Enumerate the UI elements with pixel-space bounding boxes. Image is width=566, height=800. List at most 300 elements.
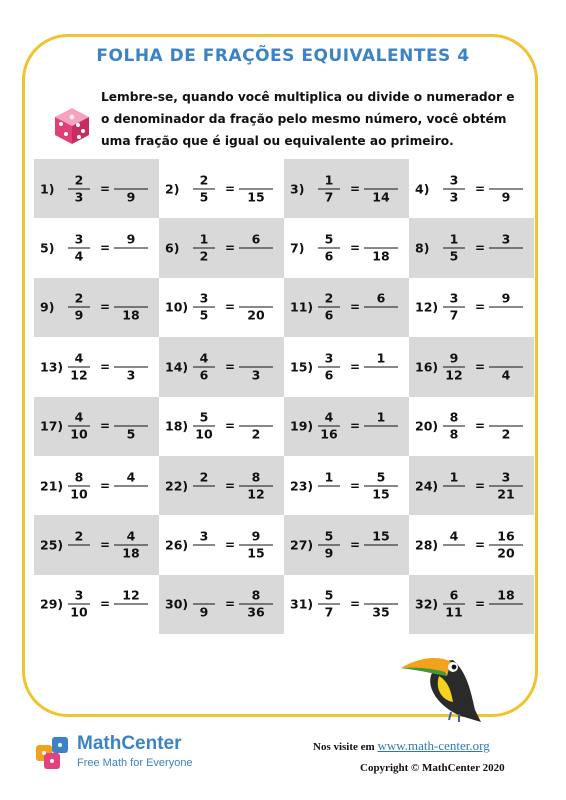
problem-number: 20) bbox=[415, 418, 439, 434]
right-denominator: 20 bbox=[489, 544, 523, 561]
problem-cell bbox=[284, 397, 409, 456]
equals-sign: = bbox=[225, 597, 236, 612]
right-denominator: 18 bbox=[114, 307, 148, 324]
left-denominator: 3 bbox=[68, 188, 90, 205]
right-fraction bbox=[489, 528, 523, 561]
right-numerator: 9 bbox=[501, 290, 511, 306]
right-numerator: 6 bbox=[251, 231, 261, 247]
problem-cell bbox=[159, 337, 284, 396]
right-fraction bbox=[239, 410, 273, 443]
right-fraction bbox=[489, 232, 523, 265]
right-numerator: 3 bbox=[501, 231, 511, 247]
left-numerator: 1 bbox=[449, 469, 459, 485]
left-numerator: 8 bbox=[449, 409, 459, 425]
problem-number: 4) bbox=[415, 181, 430, 197]
problem-cell bbox=[409, 278, 534, 337]
problem-number: 22) bbox=[165, 478, 189, 494]
problem-number: 24) bbox=[415, 478, 439, 494]
problem-number: 29) bbox=[40, 596, 64, 612]
problem-cell bbox=[284, 159, 409, 218]
left-denominator: 7 bbox=[443, 307, 465, 324]
problem-number: 15) bbox=[290, 359, 314, 375]
problem-cell bbox=[159, 397, 284, 456]
right-denominator bbox=[489, 307, 523, 324]
left-denominator: 5 bbox=[443, 248, 465, 265]
right-numerator: 9 bbox=[126, 231, 136, 247]
right-numerator: 4 bbox=[126, 469, 136, 485]
equals-sign: = bbox=[350, 300, 361, 315]
left-numerator: 2 bbox=[199, 469, 209, 485]
right-fraction bbox=[114, 410, 148, 443]
right-fraction bbox=[364, 350, 398, 383]
equals-sign: = bbox=[225, 419, 236, 434]
problem-number: 12) bbox=[415, 299, 439, 315]
problem-cell bbox=[34, 397, 159, 456]
problem-cell bbox=[284, 456, 409, 515]
right-numerator: 4 bbox=[126, 528, 136, 544]
right-fraction bbox=[489, 469, 523, 502]
equals-sign: = bbox=[475, 181, 486, 196]
right-numerator bbox=[364, 172, 398, 188]
left-fraction bbox=[443, 232, 465, 265]
toucan-icon bbox=[395, 642, 495, 724]
problem-number: 13) bbox=[40, 359, 64, 375]
problem-cell bbox=[159, 575, 284, 634]
problem-number: 23) bbox=[290, 478, 314, 494]
equals-sign: = bbox=[225, 537, 236, 552]
right-denominator: 3 bbox=[239, 366, 273, 383]
right-fraction bbox=[239, 469, 273, 502]
right-numerator bbox=[114, 291, 148, 307]
problem-number: 19) bbox=[290, 418, 314, 434]
equals-sign: = bbox=[225, 359, 236, 374]
right-fraction bbox=[489, 350, 523, 383]
right-fraction bbox=[364, 410, 398, 443]
visit-label: Nos visite em bbox=[313, 741, 375, 753]
left-fraction bbox=[68, 172, 90, 205]
equals-sign: = bbox=[100, 537, 111, 552]
left-numerator bbox=[193, 588, 215, 604]
problem-cell bbox=[34, 515, 159, 574]
right-numerator: 8 bbox=[251, 469, 261, 485]
left-numerator: 5 bbox=[324, 231, 334, 247]
right-denominator: 20 bbox=[239, 307, 273, 324]
problem-cell bbox=[34, 159, 159, 218]
problem-number: 5) bbox=[40, 240, 55, 256]
right-denominator: 15 bbox=[239, 544, 273, 561]
right-fraction bbox=[489, 588, 523, 621]
left-numerator: 3 bbox=[324, 350, 334, 366]
problem-cell bbox=[409, 456, 534, 515]
left-fraction bbox=[443, 350, 465, 383]
right-numerator bbox=[239, 410, 273, 426]
left-denominator: 6 bbox=[318, 366, 340, 383]
problem-number: 25) bbox=[40, 537, 64, 553]
right-fraction bbox=[114, 172, 148, 205]
visit-line bbox=[313, 738, 490, 754]
equals-sign: = bbox=[350, 241, 361, 256]
right-numerator bbox=[364, 588, 398, 604]
right-fraction bbox=[239, 172, 273, 205]
right-fraction bbox=[239, 350, 273, 383]
left-fraction bbox=[318, 528, 340, 561]
right-denominator bbox=[364, 426, 398, 443]
left-numerator: 2 bbox=[324, 290, 334, 306]
mathcenter-logo-icon bbox=[34, 731, 72, 771]
left-fraction bbox=[318, 232, 340, 265]
left-denominator bbox=[443, 544, 465, 561]
right-denominator: 35 bbox=[364, 604, 398, 621]
problem-cell bbox=[409, 337, 534, 396]
equals-sign: = bbox=[100, 241, 111, 256]
right-denominator: 5 bbox=[114, 426, 148, 443]
left-denominator: 8 bbox=[443, 426, 465, 443]
problem-cell bbox=[409, 575, 534, 634]
equals-sign: = bbox=[350, 597, 361, 612]
right-numerator bbox=[114, 350, 148, 366]
right-fraction bbox=[489, 291, 523, 324]
left-fraction bbox=[68, 232, 90, 265]
problem-grid bbox=[34, 159, 534, 634]
right-denominator: 15 bbox=[239, 188, 273, 205]
left-numerator: 5 bbox=[324, 528, 334, 544]
problem-cell bbox=[159, 159, 284, 218]
left-numerator: 4 bbox=[74, 409, 84, 425]
right-numerator bbox=[364, 232, 398, 248]
left-fraction bbox=[193, 172, 215, 205]
left-fraction bbox=[318, 291, 340, 324]
page-title: FOLHA DE FRAÇÕES EQUIVALENTES 4 bbox=[96, 46, 470, 66]
right-denominator: 2 bbox=[489, 426, 523, 443]
problem-number: 14) bbox=[165, 359, 189, 375]
right-denominator: 21 bbox=[489, 485, 523, 502]
left-fraction bbox=[68, 350, 90, 383]
right-fraction bbox=[239, 528, 273, 561]
left-numerator: 3 bbox=[199, 528, 209, 544]
right-numerator: 9 bbox=[251, 528, 261, 544]
left-denominator bbox=[318, 485, 340, 502]
problem-cell bbox=[284, 337, 409, 396]
right-denominator: 9 bbox=[489, 188, 523, 205]
left-numerator: 4 bbox=[449, 528, 459, 544]
right-denominator: 9 bbox=[114, 188, 148, 205]
right-numerator: 6 bbox=[376, 290, 386, 306]
right-numerator bbox=[489, 350, 523, 366]
equals-sign: = bbox=[100, 181, 111, 196]
left-numerator: 4 bbox=[199, 350, 209, 366]
left-denominator: 2 bbox=[193, 248, 215, 265]
left-numerator: 3 bbox=[74, 587, 84, 603]
problem-number: 9) bbox=[40, 299, 55, 315]
instruction-text: Lembre-se, quando você multiplica ou divide o numerador e o denominador da fração pelo mesmo número, você obtém uma fração que é igual ou equivalente ao primeiro. bbox=[101, 90, 515, 148]
left-denominator: 9 bbox=[318, 544, 340, 561]
left-fraction bbox=[193, 291, 215, 324]
left-fraction bbox=[318, 588, 340, 621]
problem-cell bbox=[159, 515, 284, 574]
right-denominator: 3 bbox=[114, 366, 148, 383]
left-fraction bbox=[193, 410, 215, 443]
left-fraction bbox=[443, 291, 465, 324]
right-numerator bbox=[489, 410, 523, 426]
left-numerator: 2 bbox=[74, 528, 84, 544]
problem-cell bbox=[159, 218, 284, 277]
left-numerator: 3 bbox=[449, 172, 459, 188]
equals-sign: = bbox=[225, 300, 236, 315]
brand-name: MathCenter bbox=[77, 733, 182, 754]
left-fraction bbox=[68, 588, 90, 621]
equals-sign: = bbox=[350, 359, 361, 374]
right-denominator: 18 bbox=[364, 248, 398, 265]
left-fraction bbox=[443, 410, 465, 443]
right-numerator: 8 bbox=[251, 587, 261, 603]
right-fraction bbox=[364, 291, 398, 324]
problem-number: 32) bbox=[415, 596, 439, 612]
problem-number: 16) bbox=[415, 359, 439, 375]
left-denominator: 9 bbox=[68, 307, 90, 324]
equals-sign: = bbox=[100, 478, 111, 493]
left-fraction bbox=[193, 469, 215, 502]
right-denominator bbox=[364, 307, 398, 324]
problem-number: 3) bbox=[290, 181, 305, 197]
left-numerator: 2 bbox=[74, 290, 84, 306]
problem-cell bbox=[409, 218, 534, 277]
left-numerator: 8 bbox=[74, 469, 84, 485]
left-fraction bbox=[318, 172, 340, 205]
left-fraction bbox=[193, 528, 215, 561]
left-denominator: 10 bbox=[68, 604, 90, 621]
right-denominator: 12 bbox=[239, 485, 273, 502]
left-denominator bbox=[193, 485, 215, 502]
right-denominator bbox=[364, 366, 398, 383]
right-fraction bbox=[114, 350, 148, 383]
right-numerator: 3 bbox=[501, 469, 511, 485]
right-numerator: 1 bbox=[376, 350, 386, 366]
problem-number: 17) bbox=[40, 418, 64, 434]
equals-sign: = bbox=[350, 478, 361, 493]
right-fraction bbox=[364, 528, 398, 561]
equals-sign: = bbox=[100, 359, 111, 374]
left-numerator: 5 bbox=[199, 409, 209, 425]
problem-number: 8) bbox=[415, 240, 430, 256]
left-denominator: 7 bbox=[318, 604, 340, 621]
right-numerator bbox=[239, 172, 273, 188]
left-denominator: 4 bbox=[68, 248, 90, 265]
right-denominator: 36 bbox=[239, 604, 273, 621]
right-denominator bbox=[114, 248, 148, 265]
left-denominator: 6 bbox=[318, 248, 340, 265]
left-fraction bbox=[193, 588, 215, 621]
left-fraction bbox=[193, 232, 215, 265]
equals-sign: = bbox=[475, 359, 486, 374]
right-fraction bbox=[114, 291, 148, 324]
right-fraction bbox=[364, 172, 398, 205]
problem-cell bbox=[34, 218, 159, 277]
copyright: Copyright © MathCenter 2020 bbox=[360, 762, 505, 774]
brand-tagline: Free Math for Everyone bbox=[77, 757, 193, 769]
left-numerator: 2 bbox=[74, 172, 84, 188]
problem-cell bbox=[284, 218, 409, 277]
left-fraction bbox=[193, 350, 215, 383]
left-numerator: 6 bbox=[449, 587, 459, 603]
problem-number: 30) bbox=[165, 596, 189, 612]
right-denominator bbox=[489, 604, 523, 621]
left-denominator: 16 bbox=[318, 426, 340, 443]
right-denominator: 2 bbox=[239, 426, 273, 443]
problem-cell bbox=[34, 278, 159, 337]
left-numerator: 2 bbox=[199, 172, 209, 188]
left-numerator: 1 bbox=[199, 231, 209, 247]
left-fraction bbox=[443, 469, 465, 502]
problem-cell bbox=[34, 575, 159, 634]
right-numerator bbox=[114, 172, 148, 188]
left-fraction bbox=[443, 172, 465, 205]
equals-sign: = bbox=[100, 419, 111, 434]
equals-sign: = bbox=[100, 597, 111, 612]
right-fraction bbox=[489, 410, 523, 443]
left-fraction bbox=[68, 469, 90, 502]
right-numerator: 5 bbox=[376, 469, 386, 485]
equals-sign: = bbox=[475, 537, 486, 552]
problem-number: 21) bbox=[40, 478, 64, 494]
left-denominator: 10 bbox=[193, 426, 215, 443]
left-numerator: 1 bbox=[324, 172, 334, 188]
equals-sign: = bbox=[225, 241, 236, 256]
left-denominator bbox=[68, 544, 90, 561]
right-numerator: 15 bbox=[372, 528, 390, 544]
right-fraction bbox=[114, 528, 148, 561]
right-denominator bbox=[239, 248, 273, 265]
left-numerator: 4 bbox=[74, 350, 84, 366]
right-denominator: 18 bbox=[114, 544, 148, 561]
left-denominator: 10 bbox=[68, 426, 90, 443]
right-denominator: 14 bbox=[364, 188, 398, 205]
right-fraction bbox=[489, 172, 523, 205]
left-fraction bbox=[318, 410, 340, 443]
left-denominator: 7 bbox=[318, 188, 340, 205]
problem-number: 27) bbox=[290, 537, 314, 553]
right-denominator: 4 bbox=[489, 366, 523, 383]
left-fraction bbox=[68, 528, 90, 561]
right-fraction bbox=[239, 291, 273, 324]
right-denominator bbox=[489, 248, 523, 265]
problem-cell bbox=[159, 278, 284, 337]
left-denominator: 6 bbox=[193, 366, 215, 383]
right-fraction bbox=[114, 469, 148, 502]
equals-sign: = bbox=[475, 419, 486, 434]
equals-sign: = bbox=[100, 300, 111, 315]
equals-sign: = bbox=[225, 181, 236, 196]
equals-sign: = bbox=[350, 419, 361, 434]
left-fraction bbox=[443, 588, 465, 621]
right-fraction bbox=[364, 469, 398, 502]
left-fraction bbox=[318, 469, 340, 502]
problem-cell bbox=[284, 515, 409, 574]
problem-number: 26) bbox=[165, 537, 189, 553]
problem-number: 10) bbox=[165, 299, 189, 315]
problem-cell bbox=[284, 278, 409, 337]
left-fraction bbox=[443, 528, 465, 561]
left-numerator: 3 bbox=[449, 290, 459, 306]
equals-sign: = bbox=[225, 478, 236, 493]
left-denominator: 6 bbox=[318, 307, 340, 324]
right-denominator bbox=[114, 485, 148, 502]
left-numerator: 9 bbox=[449, 350, 459, 366]
right-fraction bbox=[239, 588, 273, 621]
problem-cell bbox=[34, 456, 159, 515]
problem-number: 7) bbox=[290, 240, 305, 256]
left-fraction bbox=[68, 410, 90, 443]
right-numerator bbox=[239, 350, 273, 366]
right-fraction bbox=[364, 588, 398, 621]
left-denominator: 10 bbox=[68, 485, 90, 502]
right-numerator: 12 bbox=[122, 587, 140, 603]
right-fraction bbox=[364, 232, 398, 265]
problem-number: 11) bbox=[290, 299, 314, 315]
problem-cell bbox=[159, 456, 284, 515]
right-fraction bbox=[114, 588, 148, 621]
left-denominator: 12 bbox=[68, 366, 90, 383]
problem-cell bbox=[284, 575, 409, 634]
right-fraction bbox=[114, 232, 148, 265]
right-denominator bbox=[364, 544, 398, 561]
left-denominator: 3 bbox=[443, 188, 465, 205]
left-numerator: 3 bbox=[199, 290, 209, 306]
right-numerator: 18 bbox=[497, 587, 515, 603]
left-numerator: 4 bbox=[324, 409, 334, 425]
right-denominator bbox=[114, 604, 148, 621]
right-denominator: 15 bbox=[364, 485, 398, 502]
right-numerator bbox=[489, 172, 523, 188]
problem-cell bbox=[409, 159, 534, 218]
right-numerator: 16 bbox=[497, 528, 515, 544]
left-denominator bbox=[443, 485, 465, 502]
problem-cell bbox=[409, 397, 534, 456]
left-numerator: 5 bbox=[324, 587, 334, 603]
right-fraction bbox=[239, 232, 273, 265]
left-denominator: 5 bbox=[193, 307, 215, 324]
left-denominator: 11 bbox=[443, 604, 465, 621]
left-denominator: 12 bbox=[443, 366, 465, 383]
equals-sign: = bbox=[475, 300, 486, 315]
problem-cell bbox=[34, 337, 159, 396]
problem-number: 31) bbox=[290, 596, 314, 612]
equals-sign: = bbox=[475, 597, 486, 612]
equals-sign: = bbox=[475, 241, 486, 256]
problem-cell bbox=[409, 515, 534, 574]
problem-number: 1) bbox=[40, 181, 55, 197]
problem-number: 6) bbox=[165, 240, 180, 256]
problem-number: 2) bbox=[165, 181, 180, 197]
left-numerator: 3 bbox=[74, 231, 84, 247]
equals-sign: = bbox=[350, 537, 361, 552]
problem-number: 28) bbox=[415, 537, 439, 553]
left-denominator: 9 bbox=[193, 604, 215, 621]
right-numerator: 1 bbox=[376, 409, 386, 425]
left-fraction bbox=[318, 350, 340, 383]
right-numerator bbox=[114, 410, 148, 426]
website-link[interactable]: www.math-center.org bbox=[377, 738, 490, 753]
dice-icon bbox=[52, 106, 92, 146]
equals-sign: = bbox=[350, 181, 361, 196]
left-fraction bbox=[68, 291, 90, 324]
equals-sign: = bbox=[475, 478, 486, 493]
left-denominator: 5 bbox=[193, 188, 215, 205]
left-denominator bbox=[193, 544, 215, 561]
problem-number: 18) bbox=[165, 418, 189, 434]
right-numerator bbox=[239, 291, 273, 307]
left-numerator: 1 bbox=[324, 469, 334, 485]
left-numerator: 1 bbox=[449, 231, 459, 247]
